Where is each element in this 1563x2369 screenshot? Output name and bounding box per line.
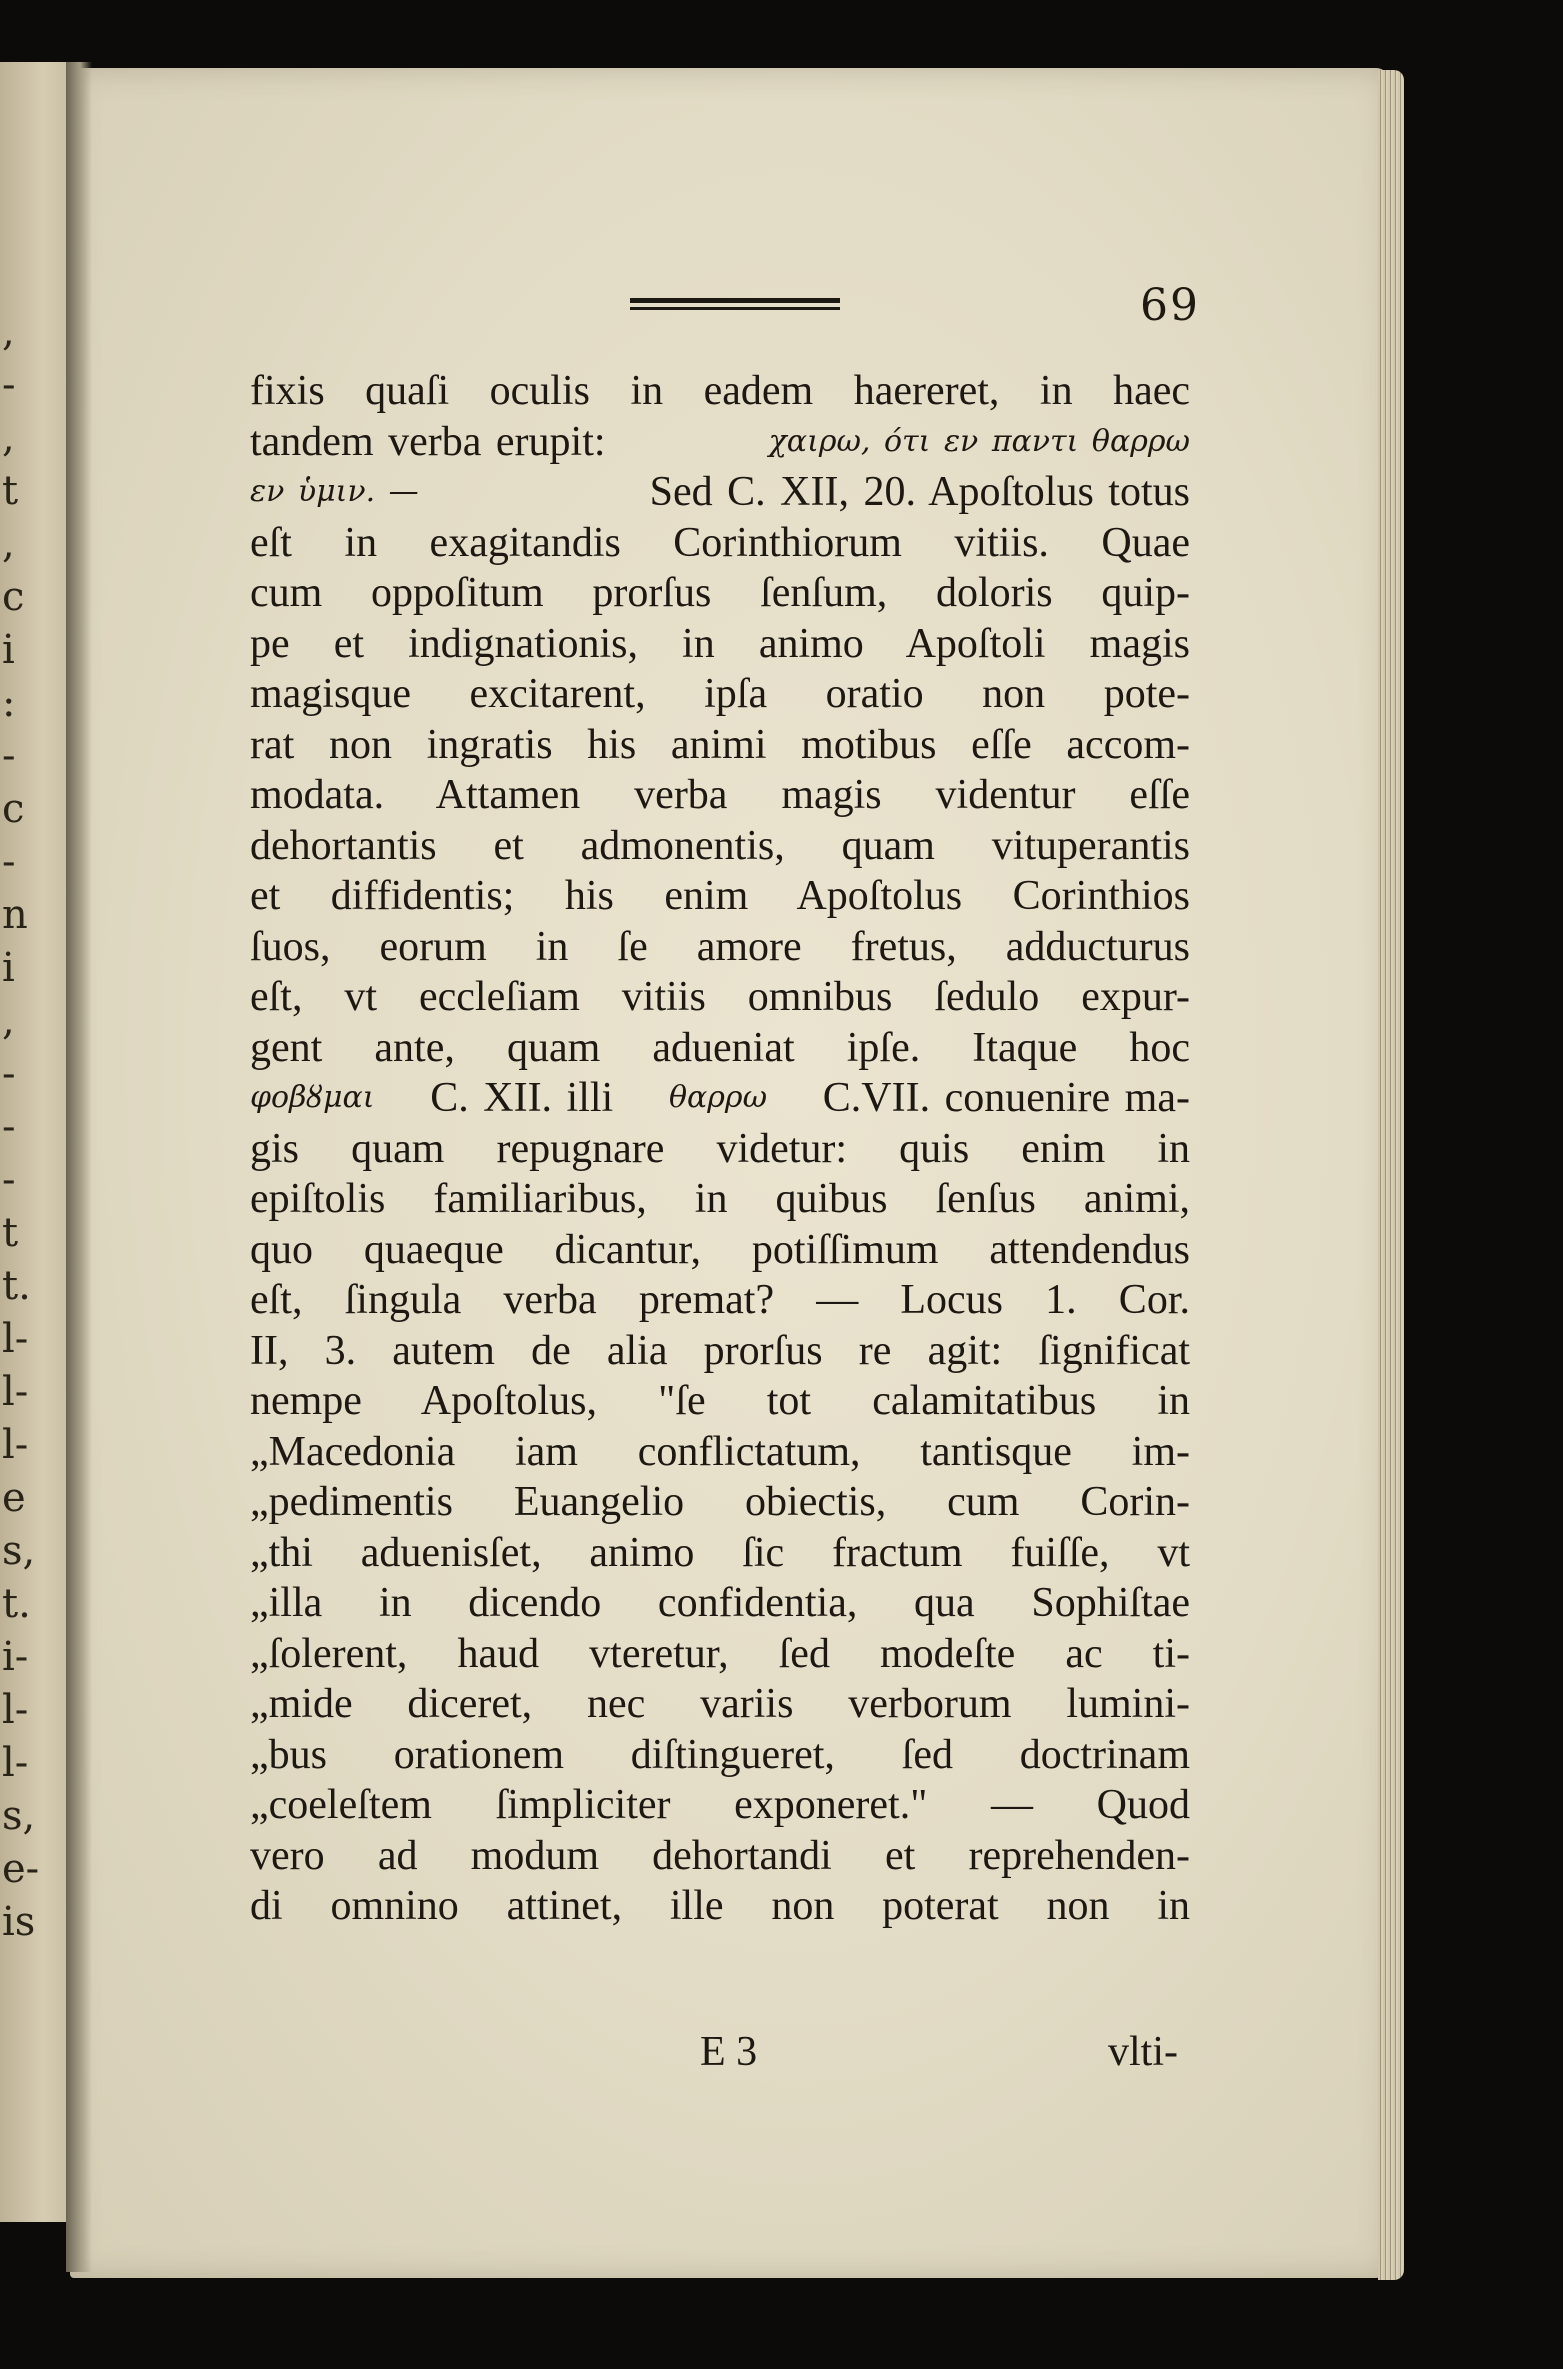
- text-line: [250, 366, 1190, 417]
- text-line: [250, 922, 1190, 973]
- line-segment: „ſolerent, haud vteretur, ſed modeſte ac ti-: [250, 1630, 1190, 1677]
- page-footer: [250, 2028, 1190, 2078]
- prev-page-fragment: i: [2, 945, 15, 991]
- text-line: [250, 1629, 1190, 1680]
- prev-page-fragment: s,: [2, 1793, 36, 1839]
- greek-word: φοβȣμαι: [250, 1080, 375, 1115]
- line-segment: „bus orationem diſtingueret, ſed doctrinam: [250, 1731, 1190, 1778]
- prev-page-fragment: l-: [2, 1687, 29, 1733]
- prev-page-fragment: i: [2, 627, 15, 673]
- line-segment: „coeleſtem ſimpliciter exponeret." — Quod: [250, 1782, 1190, 1828]
- text-line: [250, 1124, 1190, 1175]
- prev-page-fragment: e-: [2, 1846, 40, 1892]
- line-segment: ſuos, eorum in ſe amore fretus, adducturus: [250, 923, 1190, 970]
- text-line: [250, 1528, 1190, 1579]
- prev-page-fragment: c: [2, 574, 25, 620]
- text-line: [250, 1679, 1190, 1730]
- line-segment: epiſtolis familiaribus, in quibus ſenſus animi,: [250, 1176, 1190, 1222]
- prev-page-fragment: ,: [2, 521, 15, 567]
- text-line: [250, 1780, 1190, 1831]
- line-segment: II, 3. autem de alia prorſus re agit: ſignificat: [250, 1327, 1190, 1374]
- greek-phrase: χαιρω, ότι εν παντι θαρρω: [768, 423, 1190, 459]
- prev-page-fragment: t: [2, 1210, 19, 1256]
- prev-page-fragment: l-: [2, 1740, 29, 1786]
- prev-page-fragment: -: [2, 733, 16, 779]
- prev-page-fragment: ,: [2, 415, 15, 461]
- line-segment: di omnino attinet, ille non poterat non in: [250, 1883, 1190, 1929]
- greek-phrase: εν ὑμιν. —: [250, 474, 419, 509]
- text-line: [250, 821, 1190, 872]
- text-line: [250, 619, 1190, 670]
- line-segment: magisque excitarent, ipſa oratio non pote-: [250, 671, 1190, 717]
- prev-page-fragment: t.: [2, 1263, 31, 1309]
- line-segment: rat non ingratis his animi motibus eſſe accom-: [250, 721, 1190, 768]
- line-segment: „pedimentis Euangelio obiectis, cum Corin-: [250, 1479, 1190, 1525]
- prev-page-fragment: ,: [2, 998, 15, 1044]
- page-stack-edge: [1378, 70, 1404, 2280]
- text-line: [250, 1225, 1190, 1276]
- text-line: [250, 720, 1190, 771]
- text-line: [250, 1326, 1190, 1377]
- line-segment: dehortantis et admonentis, quam vituperantis: [250, 822, 1190, 869]
- prev-page-fragment: t.: [2, 1581, 31, 1627]
- text-line: [250, 770, 1190, 821]
- line-segment: „mide diceret, nec variis verborum lumini-: [250, 1681, 1190, 1727]
- text-line: [250, 467, 1190, 518]
- previous-page-edge: [0, 62, 72, 2222]
- text-line: [250, 1730, 1190, 1781]
- prev-page-fragment: -: [2, 839, 16, 885]
- text-line: [250, 1174, 1190, 1225]
- text-line: [250, 417, 1190, 468]
- text-line: [250, 1073, 1190, 1124]
- text-line: [250, 1376, 1190, 1427]
- text-line: [250, 972, 1190, 1023]
- text-line: [250, 1477, 1190, 1528]
- catchword: vlti-: [1108, 2029, 1178, 2075]
- line-segment: vero ad modum dehortandi et reprehenden-: [250, 1832, 1190, 1879]
- text-line: [250, 518, 1190, 569]
- line-segment: eſt in exagitandis Corinthiorum vitiis. Quae: [250, 519, 1190, 566]
- line-segment: „thi aduenisſet, animo ſic fractum fuiſſe, vt: [250, 1529, 1190, 1576]
- prev-page-fragment: t: [2, 468, 19, 514]
- text-line: [250, 568, 1190, 619]
- line-segment: C.VII. conuenire ma-: [822, 1075, 1190, 1121]
- text-line: [250, 669, 1190, 720]
- line-segment: Sed C. XII, 20. Apoſtolus totus: [649, 469, 1190, 515]
- line-segment: „illa in dicendo confidentia, qua Sophiſtae: [250, 1580, 1190, 1626]
- prev-page-fragment: e: [2, 1475, 26, 1521]
- prev-page-fragment: -: [2, 362, 16, 408]
- page-number: 69: [1140, 280, 1200, 331]
- line-segment: modata. Attamen verba magis videntur eſſe: [250, 772, 1190, 818]
- line-segment: gis quam repugnare videtur: quis enim in: [250, 1125, 1190, 1172]
- body-text: [250, 366, 1190, 1932]
- text-line: [250, 1881, 1190, 1932]
- greek-word: θαρρω: [668, 1080, 768, 1115]
- prev-page-fragment: ,: [2, 309, 15, 355]
- line-segment: „Macedonia iam conflictatum, tantisque im-: [250, 1428, 1190, 1475]
- prev-page-fragment: l-: [2, 1316, 29, 1362]
- line-segment: eſt, ſingula verba premat? — Locus 1. Cor.: [250, 1277, 1190, 1323]
- prev-page-fragment: l-: [2, 1422, 29, 1468]
- prev-page-fragment: c: [2, 786, 25, 832]
- line-segment: gent ante, quam adueniat ipſe. Itaque hoc: [250, 1024, 1190, 1071]
- text-line: [250, 1427, 1190, 1478]
- prev-page-fragment: -: [2, 1051, 16, 1097]
- line-segment: nempe Apoſtolus, "ſe tot calamitatibus in: [250, 1378, 1190, 1424]
- prev-page-fragment: -: [2, 1157, 16, 1203]
- line-segment: et diffidentis; his enim Apoſtolus Corinthios: [250, 873, 1190, 919]
- line-segment: cum oppoſitum prorſus ſenſum, doloris quip-: [250, 570, 1190, 616]
- line-segment: C. XII. illi: [430, 1075, 614, 1121]
- prev-page-fragment: i-: [2, 1634, 29, 1680]
- prev-page-fragment: l-: [2, 1369, 29, 1415]
- text-line: [250, 1831, 1190, 1882]
- line-segment: eſt, vt eccleſiam vitiis omnibus ſedulo expur-: [250, 974, 1190, 1020]
- prev-page-fragment: s,: [2, 1528, 36, 1574]
- prev-page-fragment: n: [2, 892, 28, 938]
- gutter-shadow: [66, 62, 92, 2272]
- signature-mark: E 3: [700, 2029, 758, 2075]
- prev-page-fragment: is: [2, 1899, 36, 1945]
- text-line: [250, 1275, 1190, 1326]
- line-segment: quo quaeque dicantur, potiſſimum attendendus: [250, 1226, 1190, 1273]
- line-segment: fixis quaſi oculis in eadem haereret, in haec: [250, 368, 1190, 414]
- text-line: [250, 1023, 1190, 1074]
- book-page: [70, 68, 1390, 2278]
- prev-page-fragment: -: [2, 1104, 16, 1150]
- line-segment: tandem verba erupit:: [250, 418, 606, 465]
- text-line: [250, 1578, 1190, 1629]
- header-rule: [630, 298, 840, 310]
- text-line: [250, 871, 1190, 922]
- prev-page-fragment: :: [2, 680, 16, 726]
- line-segment: pe et indignationis, in animo Apoſtoli magis: [250, 620, 1190, 667]
